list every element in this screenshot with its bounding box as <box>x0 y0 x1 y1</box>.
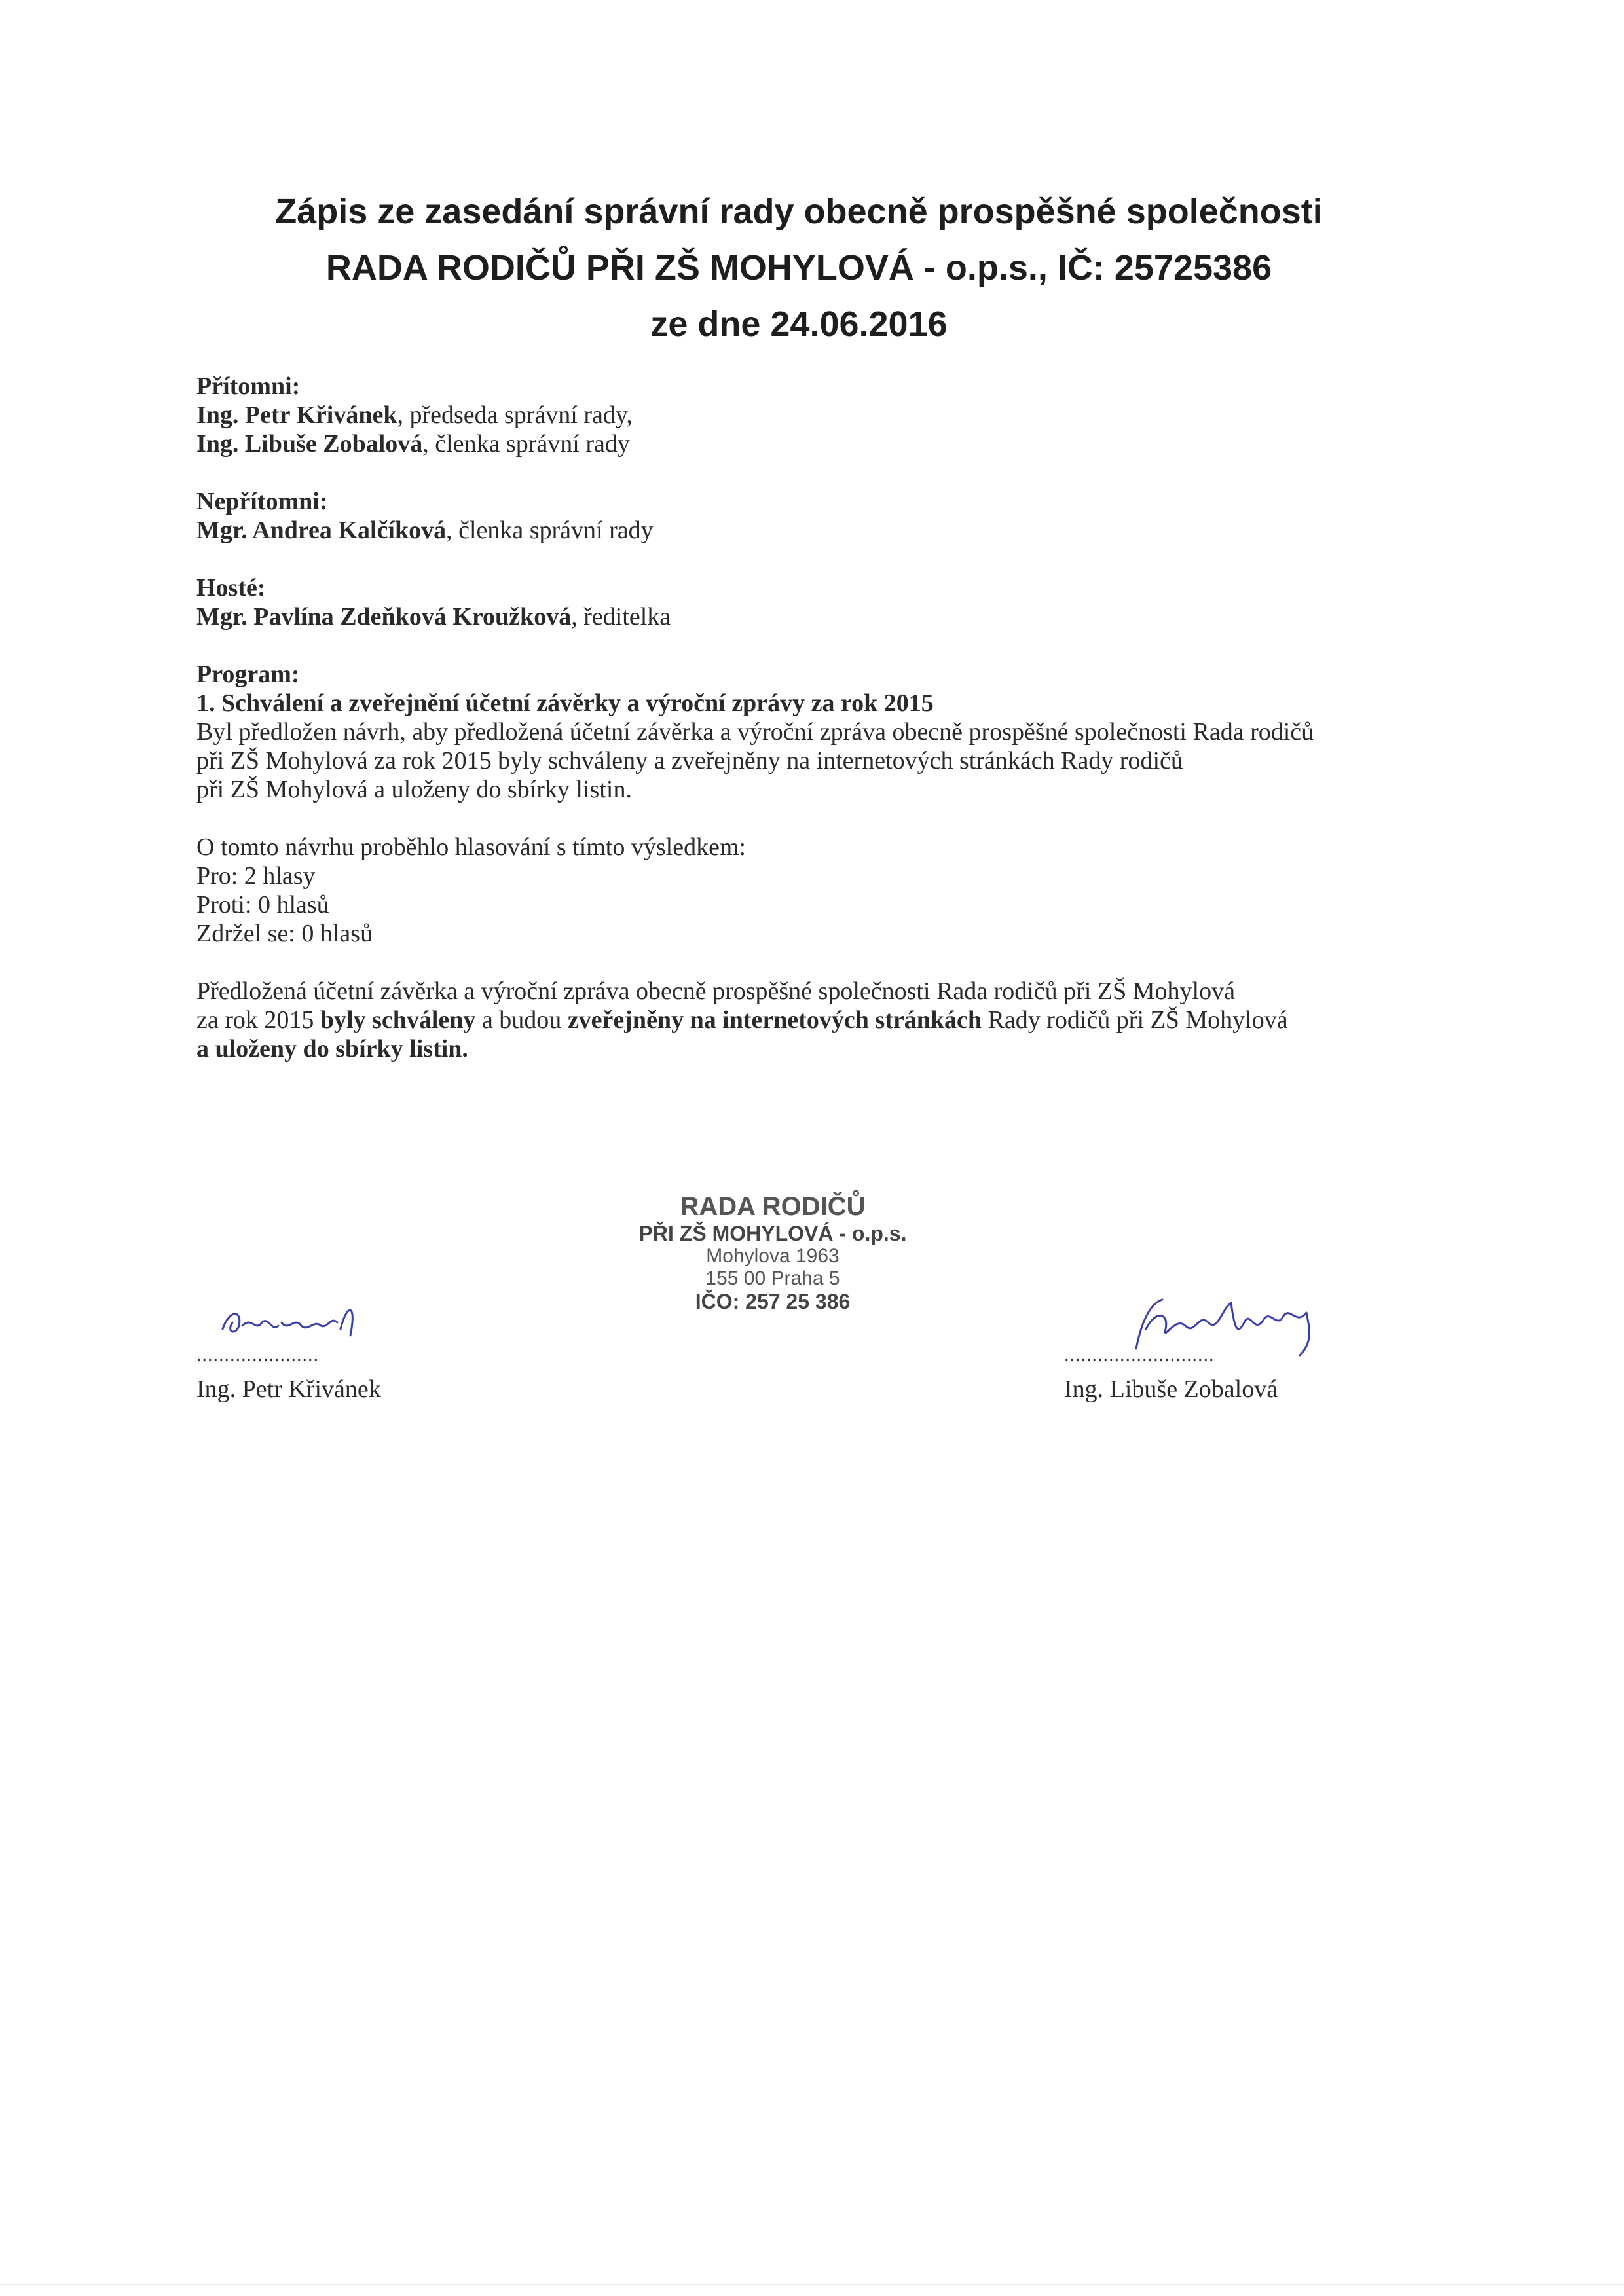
signatory-name: Ing. Petr Křivánek <box>196 1376 381 1403</box>
signature-line: ...................... <box>196 1344 319 1366</box>
signature-block-left <box>196 1303 537 1404</box>
proposal-line: Byl předložen návrh, aby předložená účetní závěrka a výroční zpráva obecně prospěšné společnosti Rada rodičů <box>196 718 1314 746</box>
resolution-line: Předložená účetní závěrka a výroční zpráva obecně prospěšné společnosti Rada rodičů při ZŠ Mohylová <box>196 977 1235 1005</box>
vote-intro: O tomto návrhu proběhlo hlasování s tímto výsledkem: <box>196 833 747 861</box>
program-label: Program: <box>196 661 300 688</box>
minutes-body <box>196 372 1454 1092</box>
program-item-title: 1. Schválení a zveřejnění účetní závěrky a výroční zprávy za rok 2015 <box>196 689 934 717</box>
scan-edge-line <box>0 2284 1624 2285</box>
stamp-line: Mohylova 1963 <box>706 1245 840 1267</box>
present-section <box>196 372 1454 458</box>
absent-section <box>196 487 1454 545</box>
present-person: Ing. Libuše Zobalová, členka správní rady <box>196 430 630 458</box>
present-person: Ing. Petr Křivánek, předseda správní rady, <box>196 401 633 429</box>
guest-person: Mgr. Pavlína Zdeňková Kroužková, ředitelka <box>196 603 671 630</box>
signatory-name: Ing. Libuše Zobalová <box>1064 1376 1278 1403</box>
program-section <box>196 660 1454 804</box>
guests-label: Hosté: <box>196 574 266 602</box>
vote-result-abstain: Zdržel se: 0 hlasů <box>196 920 373 947</box>
stamp-line: RADA RODIČŮ <box>680 1192 866 1221</box>
vote-result-for: Pro: 2 hlasy <box>196 862 316 890</box>
header-date: ze dne 24.06.2016 <box>650 304 948 344</box>
guests-section <box>196 574 1454 631</box>
resolution-line: a uloženy do sbírky listin. <box>196 1035 468 1063</box>
organization-stamp <box>589 1192 956 1313</box>
proposal-line: při ZŠ Mohylová a uloženy do sbírky listin. <box>196 776 632 803</box>
signature-block-right <box>1064 1303 1405 1404</box>
signature-line: ........................... <box>1064 1344 1215 1366</box>
absent-label: Nepřítomni: <box>196 488 328 515</box>
resolution-line: za rok 2015 byly schváleny a budou zveřejněny na internetových stránkách Rady rodičů při ZŠ Mohylová <box>196 1006 1288 1034</box>
stamp-line: 155 00 Praha 5 <box>705 1267 840 1289</box>
stamp-line: IČO: 257 25 386 <box>695 1290 851 1313</box>
header-title: Zápis ze zasedání správní rady obecně prospěšné společnosti <box>275 192 1323 231</box>
present-label: Přítomni: <box>196 373 301 400</box>
handwritten-signature-right <box>1123 1290 1333 1362</box>
absent-person: Mgr. Andrea Kalčíková, členka správní rady <box>196 517 654 544</box>
header-organization: RADA RODIČŮ PŘI ZŠ MOHYLOVÁ - o.p.s., IČ: 25725386 <box>325 248 1272 287</box>
vote-result-against: Proti: 0 hlasů <box>196 891 329 919</box>
document-header <box>196 183 1401 352</box>
vote-section <box>196 833 1454 948</box>
resolution-section <box>196 977 1454 1063</box>
handwritten-signature-left <box>216 1296 386 1349</box>
stamp-line: PŘI ZŠ MOHYLOVÁ - o.p.s. <box>638 1222 907 1245</box>
proposal-line: při ZŠ Mohylová za rok 2015 byly schváleny a zveřejněny na internetových stránkách Rady rodičů <box>196 747 1183 774</box>
